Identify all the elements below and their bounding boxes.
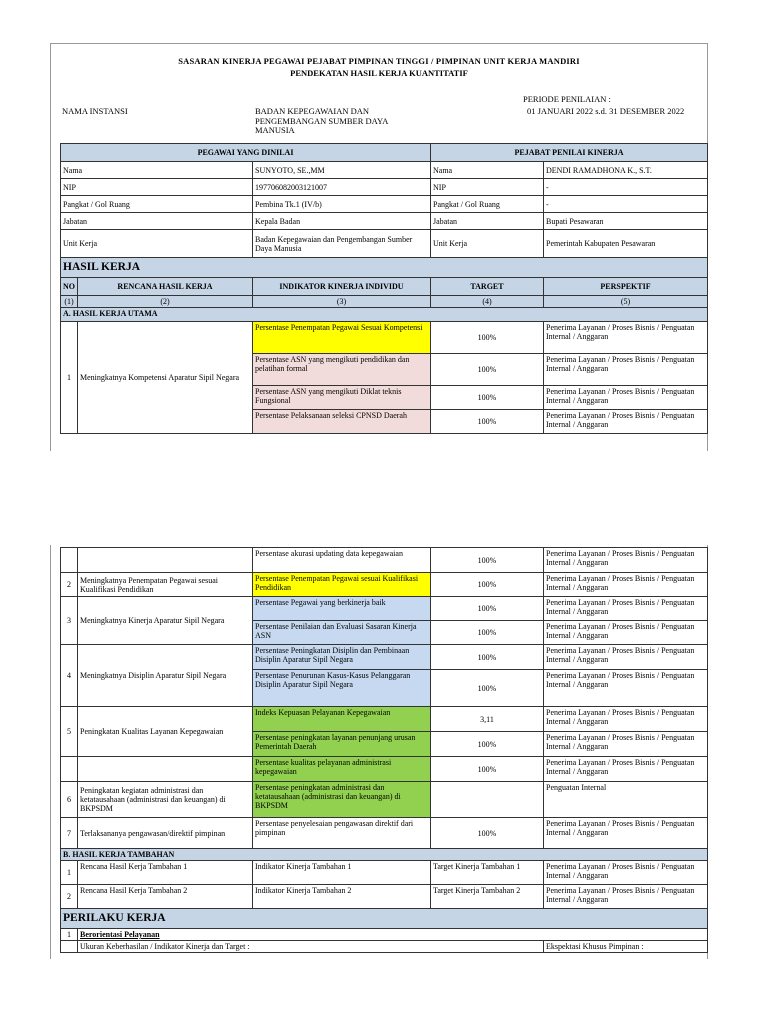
info-value: - bbox=[544, 179, 708, 196]
table-row bbox=[61, 782, 708, 818]
rencana-hasil-kerja: Meningkatnya Kompetensi Aparatur Sipil Negara bbox=[78, 322, 253, 434]
document-page-2 bbox=[50, 545, 708, 959]
periode-label: PERIODE PENILAIAN : bbox=[523, 94, 611, 104]
column-number: (2) bbox=[78, 296, 253, 308]
rencana-hasil-kerja: Meningkatnya Penempatan Pegawai sesuai Kualifikasi Pendidikan bbox=[78, 573, 253, 597]
rencana-hasil-kerja: Terlaksananya pengawasan/direktif pimpinan bbox=[78, 818, 253, 849]
indikator-kinerja: Persentase kualitas pelayanan administrasi kepegawaian bbox=[253, 757, 431, 782]
indikator-kinerja: Indikator Kinerja Tambahan 1 bbox=[253, 861, 431, 885]
target-value: 100% bbox=[431, 757, 544, 782]
perilaku-title-row bbox=[61, 909, 708, 929]
info-row-pangkat bbox=[61, 196, 708, 213]
table-row bbox=[61, 757, 708, 782]
row-number: 6 bbox=[61, 782, 78, 818]
perspektif: Penerima Layanan / Proses Bisnis / Penguatan Internal / Anggaran bbox=[544, 354, 708, 386]
indikator-kinerja: Persentase ASN yang mengikuti Diklat teknis Fungsional bbox=[253, 386, 431, 410]
perspektif: Penerima Layanan / Proses Bisnis / Penguatan Internal / Anggaran bbox=[544, 732, 708, 757]
column-header: RENCANA HASIL KERJA bbox=[78, 278, 253, 296]
rencana-hasil-kerja: Peningkatan Kualitas Layanan Kepegawaian bbox=[78, 707, 253, 757]
column-number-row bbox=[61, 296, 708, 308]
ukuran-keberhasilan-label: Ukuran Keberhasilan / Indikator Kinerja dan Target : bbox=[78, 941, 544, 953]
target-value: 100% bbox=[431, 597, 544, 621]
row-number: 5 bbox=[61, 707, 78, 757]
rencana-hasil-kerja: Rencana Hasil Kerja Tambahan 1 bbox=[78, 861, 253, 885]
perspektif: Penerima Layanan / Proses Bisnis / Penguatan Internal / Anggaran bbox=[544, 818, 708, 849]
periode-value: 01 JANUARI 2022 s.d. 31 DESEMBER 2022 bbox=[527, 106, 685, 116]
row-number: 2 bbox=[61, 573, 78, 597]
info-value: DENDI RAMADHONA K., S.T. bbox=[544, 162, 708, 179]
column-header: TARGET bbox=[431, 278, 544, 296]
table-row bbox=[61, 573, 708, 597]
indikator-kinerja: Persentase Penurunan Kasus-Kasus Pelanggaran Disiplin Aparatur Sipil Negara bbox=[253, 670, 431, 707]
target-value: 100% bbox=[431, 354, 544, 386]
perspektif: Penerima Layanan / Proses Bisnis / Penguatan Internal / Anggaran bbox=[544, 410, 708, 434]
info-value: Kepala Badan bbox=[253, 213, 431, 230]
skp-table-page-1 bbox=[60, 143, 708, 434]
column-number: (3) bbox=[253, 296, 431, 308]
indikator-kinerja: Indikator Kinerja Tambahan 2 bbox=[253, 885, 431, 909]
perspektif: Penerima Layanan / Proses Bisnis / Penguatan Internal / Anggaran bbox=[544, 597, 708, 621]
column-number: (5) bbox=[544, 296, 708, 308]
row-number: 1 bbox=[61, 861, 78, 885]
indikator-kinerja: Indeks Kepuasan Pelayanan Kepegawaian bbox=[253, 707, 431, 732]
table-row bbox=[61, 645, 708, 670]
perspektif: Penguatan Internal bbox=[544, 782, 708, 818]
target-value: 100% bbox=[431, 573, 544, 597]
info-row-nama bbox=[61, 162, 708, 179]
info-value: 197706082003121007 bbox=[253, 179, 431, 196]
indikator-kinerja: Persentase Pegawai yang berkinerja baik bbox=[253, 597, 431, 621]
target-value: 100% bbox=[431, 386, 544, 410]
ekspektasi-label: Ekspektasi Khusus Pimpinan : bbox=[544, 941, 708, 953]
info-value: Badan Kepegawaian dan Pengembangan Sumber Daya Manusia bbox=[253, 230, 431, 258]
row-number: 2 bbox=[61, 885, 78, 909]
column-number: (4) bbox=[431, 296, 544, 308]
target-value: 100% bbox=[431, 645, 544, 670]
target-value: 100% bbox=[431, 670, 544, 707]
info-row-jabatan bbox=[61, 213, 708, 230]
section-a-row bbox=[61, 308, 708, 322]
perspektif: Penerima Layanan / Proses Bisnis / Penguatan Internal / Anggaran bbox=[544, 322, 708, 354]
info-label: Unit Kerja bbox=[61, 230, 253, 258]
indikator-kinerja: Persentase Pelaksanaan seleksi CPNSD Daerah bbox=[253, 410, 431, 434]
table-row bbox=[61, 885, 708, 909]
target-value: 100% bbox=[431, 322, 544, 354]
info-value: SUNYOTO, SE.,MM bbox=[253, 162, 431, 179]
indikator-kinerja: Persentase Penilaian dan Evaluasi Sasaran Kinerja ASN bbox=[253, 621, 431, 645]
row-number: 1 bbox=[61, 929, 78, 941]
rencana-hasil-kerja: Peningkatan kegiatan administrasi dan ketatausahaan (administrasi dan keuangan) di BKPSDM bbox=[78, 782, 253, 818]
perspektif: Penerima Layanan / Proses Bisnis / Penguatan Internal / Anggaran bbox=[544, 386, 708, 410]
column-number: (1) bbox=[61, 296, 78, 308]
rencana-hasil-kerja: Meningkatnya Kinerja Aparatur Sipil Negara bbox=[78, 597, 253, 645]
table-row bbox=[61, 322, 708, 354]
table-row bbox=[61, 548, 708, 573]
info-label: Unit Kerja bbox=[431, 230, 544, 258]
document-page-1 bbox=[50, 43, 708, 451]
target-value: 3,11 bbox=[431, 707, 544, 732]
info-label: Jabatan bbox=[61, 213, 253, 230]
info-row-unit-kerja bbox=[61, 230, 708, 258]
indikator-kinerja: Persentase Peningkatan Disiplin dan Pembinaan Disiplin Aparatur Sipil Negara bbox=[253, 645, 431, 670]
hasil-kerja-title-row bbox=[61, 258, 708, 278]
perspektif: Penerima Layanan / Proses Bisnis / Penguatan Internal / Anggaran bbox=[544, 548, 708, 573]
perilaku-item: Berorientasi Pelayanan bbox=[78, 929, 708, 941]
info-label: Nama bbox=[431, 162, 544, 179]
info-value: Bupati Pesawaran bbox=[544, 213, 708, 230]
perspektif: Penerima Layanan / Proses Bisnis / Penguatan Internal / Anggaran bbox=[544, 757, 708, 782]
table-row bbox=[61, 941, 708, 953]
rencana-hasil-kerja bbox=[78, 548, 253, 573]
perspektif: Penerima Layanan / Proses Bisnis / Penguatan Internal / Anggaran bbox=[544, 885, 708, 909]
indikator-kinerja: Persentase peningkatan layanan penunjang urusan Pemerintah Daerah bbox=[253, 732, 431, 757]
indikator-kinerja: Persentase penyelesaian pengawasan direktif dari pimpinan bbox=[253, 818, 431, 849]
info-value: - bbox=[544, 196, 708, 213]
info-label: Jabatan bbox=[431, 213, 544, 230]
info-label: Nama bbox=[61, 162, 253, 179]
target-value: 100% bbox=[431, 732, 544, 757]
perspektif: Penerima Layanan / Proses Bisnis / Penguatan Internal / Anggaran bbox=[544, 670, 708, 707]
row-number: 7 bbox=[61, 818, 78, 849]
table-row bbox=[61, 597, 708, 621]
info-label: Pangkat / Gol Ruang bbox=[431, 196, 544, 213]
instansi-value: BADAN KEPEGAWAIAN DAN PENGEMBANGAN SUMBER DAYA MANUSIA bbox=[255, 106, 388, 135]
info-row-nip bbox=[61, 179, 708, 196]
target-value: 100% bbox=[431, 818, 544, 849]
info-label: NIP bbox=[61, 179, 253, 196]
section-b-heading: B. HASIL KERJA TAMBAHAN bbox=[61, 849, 708, 861]
table-row bbox=[61, 818, 708, 849]
indikator-kinerja: Persentase akurasi updating data kepegawaian bbox=[253, 548, 431, 573]
column-header: INDIKATOR KINERJA INDIVIDU bbox=[253, 278, 431, 296]
target-value: Target Kinerja Tambahan 1 bbox=[431, 861, 544, 885]
indikator-kinerja: Persentase peningkatan administrasi dan ketatausahaan (administrasi dan keuangan) di BKPSDM bbox=[253, 782, 431, 818]
row-number: 4 bbox=[61, 645, 78, 707]
target-value: 100% bbox=[431, 621, 544, 645]
skp-table-page-2 bbox=[60, 547, 708, 953]
perspektif: Penerima Layanan / Proses Bisnis / Penguatan Internal / Anggaran bbox=[544, 573, 708, 597]
pegawai-header-row bbox=[61, 144, 708, 162]
instansi-label: NAMA INSTANSI bbox=[62, 106, 128, 116]
perspektif: Penerima Layanan / Proses Bisnis / Penguatan Internal / Anggaran bbox=[544, 707, 708, 732]
indikator-kinerja: Persentase Penempatan Pegawai sesuai Kualifikasi Pendidikan bbox=[253, 573, 431, 597]
perspektif: Penerima Layanan / Proses Bisnis / Penguatan Internal / Anggaran bbox=[544, 861, 708, 885]
column-header-row bbox=[61, 278, 708, 296]
table-row bbox=[61, 861, 708, 885]
info-value: Pemerintah Kabupaten Pesawaran bbox=[544, 230, 708, 258]
perilaku-kerja-title: PERILAKU KERJA bbox=[61, 909, 708, 929]
row-number: 3 bbox=[61, 597, 78, 645]
section-b-row bbox=[61, 849, 708, 861]
target-value: Target Kinerja Tambahan 2 bbox=[431, 885, 544, 909]
row-number bbox=[61, 941, 78, 953]
info-value: Pembina Tk.1 (IV/b) bbox=[253, 196, 431, 213]
row-number bbox=[61, 548, 78, 573]
table-row bbox=[61, 707, 708, 732]
target-value: 100% bbox=[431, 410, 544, 434]
rencana-hasil-kerja bbox=[78, 757, 253, 782]
hasil-kerja-title: HASIL KERJA bbox=[61, 258, 708, 278]
indikator-kinerja: Persentase Penempatan Pegawai Sesuai Kompetensi bbox=[253, 322, 431, 354]
target-value bbox=[431, 782, 544, 818]
column-header: NO bbox=[61, 278, 78, 296]
document-subtitle: PENDEKATAN HASIL KERJA KUANTITATIF bbox=[290, 68, 468, 78]
info-label: NIP bbox=[431, 179, 544, 196]
document-title: SASARAN KINERJA PEGAWAI PEJABAT PIMPINAN TINGGI / PIMPINAN UNIT KERJA MANDIRI bbox=[178, 56, 580, 66]
target-value: 100% bbox=[431, 548, 544, 573]
row-number bbox=[61, 757, 78, 782]
info-label: Pangkat / Gol Ruang bbox=[61, 196, 253, 213]
penilai-heading: PEJABAT PENILAI KINERJA bbox=[431, 144, 708, 162]
indikator-kinerja: Persentase ASN yang mengikuti pendidikan dan pelatihan formal bbox=[253, 354, 431, 386]
row-number: 1 bbox=[61, 322, 78, 434]
perspektif: Penerima Layanan / Proses Bisnis / Penguatan Internal / Anggaran bbox=[544, 621, 708, 645]
table-row bbox=[61, 929, 708, 941]
pegawai-heading: PEGAWAI YANG DINILAI bbox=[61, 144, 431, 162]
section-a-heading: A. HASIL KERJA UTAMA bbox=[61, 308, 708, 322]
rencana-hasil-kerja: Rencana Hasil Kerja Tambahan 2 bbox=[78, 885, 253, 909]
rencana-hasil-kerja: Meningkatnya Disiplin Aparatur Sipil Negara bbox=[78, 645, 253, 707]
column-header: PERSPEKTIF bbox=[544, 278, 708, 296]
perspektif: Penerima Layanan / Proses Bisnis / Penguatan Internal / Anggaran bbox=[544, 645, 708, 670]
